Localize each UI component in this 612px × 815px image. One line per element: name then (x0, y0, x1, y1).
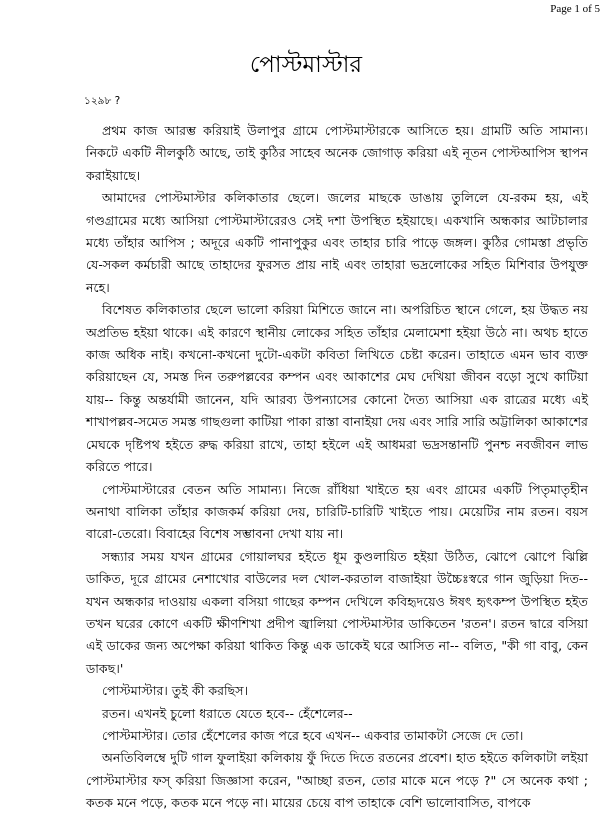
paragraph-5: সন্ধ্যার সময় যখন গ্রামের গোয়ালঘর হইতে ধূম কুণ্ডলায়িত হইয়া উঠিত, ঝোপে ঝোপে ঝিল্লি ডাকিত, দূরে গ্রামের নেশাখোর বাউলের দল খোল-করতাল বাজাইয়া উচ্চৈঃস্বরে গান জুড়িয়া দিত-- যখন অন্ধকার দাওয়ায় একলা বসিয়া গাছের কম্পন দেখিলে কবিহৃদয়েও ঈষৎ হৃৎকম্প উপস্থিত হইত তখন ঘরের কোণে একটি ক্ষীণশিখা প্রদীপ জ্বালিয়া পোস্টমাস্টার ডাকিতেন 'রতন'। রতন দ্বারে বসিয়া এই ডাকের জন্য অপেক্ষা করিয়া থাকিত কিন্তু এক ডাকেই ঘরে আসিত না-- বলিত, "কী গা বাবু, কেন ডাকছ।' (86, 548, 588, 676)
dialogue-postmaster-2: পোস্টমাস্টার। তোর হেঁশেলের কাজ পরে হবে এখন-- একবার তামাকটা সেজে দে তো। (102, 727, 524, 743)
dialogue-ratan-1: রতন। এখনই চুলো ধরাতে যেতে হবে-- হেঁশেলের-- (102, 705, 353, 721)
paragraph-4: পোস্টমাস্টারের বেতন অতি সামান্য। নিজে রাঁধিয়া খাইতে হয় এবং গ্রামের একটি পিতৃমাতৃহীন অনাথা বালিকা তাঁহার কাজকর্ম করিয়া দেয়, চারিটি-চারিটি খাইতে পায়। মেয়েটির নাম রতন। বয়স বারো-তেরো। বিবাহের বিশেষ সম্ভাবনা দেখা যায় না। (86, 481, 588, 542)
paragraph-1: প্রথম কাজ আরম্ভ করিয়াই উলাপুর গ্রামে পোস্টমাস্টারকে আসিতে হয়। গ্রামটি অতি সামান্য। নিকটে একটি নীলকুঠি আছে, তাই কুঠির সাহেব অনেক জোগাড় করিয়া এই নূতন পোস্টআপিস স্থাপন করাইয়াছে। (86, 123, 588, 183)
dialogue-postmaster-1: পোস্টমাস্টার। তুই কী করছিস। (102, 683, 249, 699)
date-line: ১২৯৮ ? (84, 95, 121, 107)
page-counter: Page 1 of 5 (550, 3, 600, 15)
story-body (86, 120, 588, 815)
paragraph-6: অনতিবিলম্বে দুটি গাল ফুলাইয়া কলিকায় ফুঁ দিতে দিতে রতনের প্রবেশ। হাত হইতে কলিকাটা লইয়া পোস্টমাস্টার ফস্‌ করিয়া জিজ্ঞাসা করেন, "আচ্ছা রতন, তোর মাকে মনে পড়ে ?" সে অনেক কথা ; কতক মনে পড়ে, কতক মনে পড়ে না। মায়ের চেয়ে বাপ তাহাকে বেশি ভালোবাসিত, বাপকে (86, 750, 588, 811)
paragraph-3: বিশেষত কলিকাতার ছেলে ভালো করিয়া মিশিতে জানে না। অপরিচিত স্থানে গেলে, হয় উদ্ধত নয় অপ্রতিভ হইয়া থাকে। এই কারণে স্থানীয় লোকের সহিত তাঁহার মেলামেশা হইয়া উঠে না। অথচ হাতে কাজ অধিক নাই। কখনো-কখনো দুটো-একটা কবিতা লিখিতে চেষ্টা করেন। তাহাতে এমন ভাব ব্যক্ত করিয়াছেন যে, সমস্ত দিন তরুপল্লবের কম্পন এবং আকাশের মেঘ দেখিয়া জীবন বড়ো সুখে কাটিয়া যায়-- কিন্তু অন্তর্যামী জানেন, যদি আরব্য উপন্যাসের কোনো দৈত্য আসিয়া এক রাত্রের মধ্যে এই শাখাপল্লব-সমেত সমস্ত গাছগুলা কাটিয়া পাকা রাস্তা বানাইয়া দেয় এবং সারি সারি অট্টালিকা আকাশের মেঘকে দৃষ্টিপথ হইতে রুদ্ধ করিয়া রাখে, তাহা হইলে এই আধমরা ভদ্রসন্তানটি পুনশ্চ নবজীবন লাভ করিতে পারে। (86, 302, 588, 475)
document-title: পোস্টমাস্টার (249, 52, 363, 78)
paragraph-2: আমাদের পোস্টমাস্টার কলিকাতার ছেলে। জলের মাছকে ডাঙায় তুলিলে যে-রকম হয়, এই গণ্ডগ্রামের মধ্যে আসিয়া পোস্টমাস্টারেরও সেই দশা উপস্থিত হইয়াছে। একখানি অন্ধকার আটচালার মধ্যে তাঁহার আপিস ; অদূরে একটি পানাপুকুর এবং তাহার চারি পাড়ে জঙ্গল। কুঠির গোমস্তা প্রভৃতি যে-সকল কর্মচারী আছে তাহাদের ফুরসত প্রায় নাই এবং তাহারা ভদ্রলোকের সহিত মিশিবার উপযুক্ত নহে। (86, 190, 588, 295)
